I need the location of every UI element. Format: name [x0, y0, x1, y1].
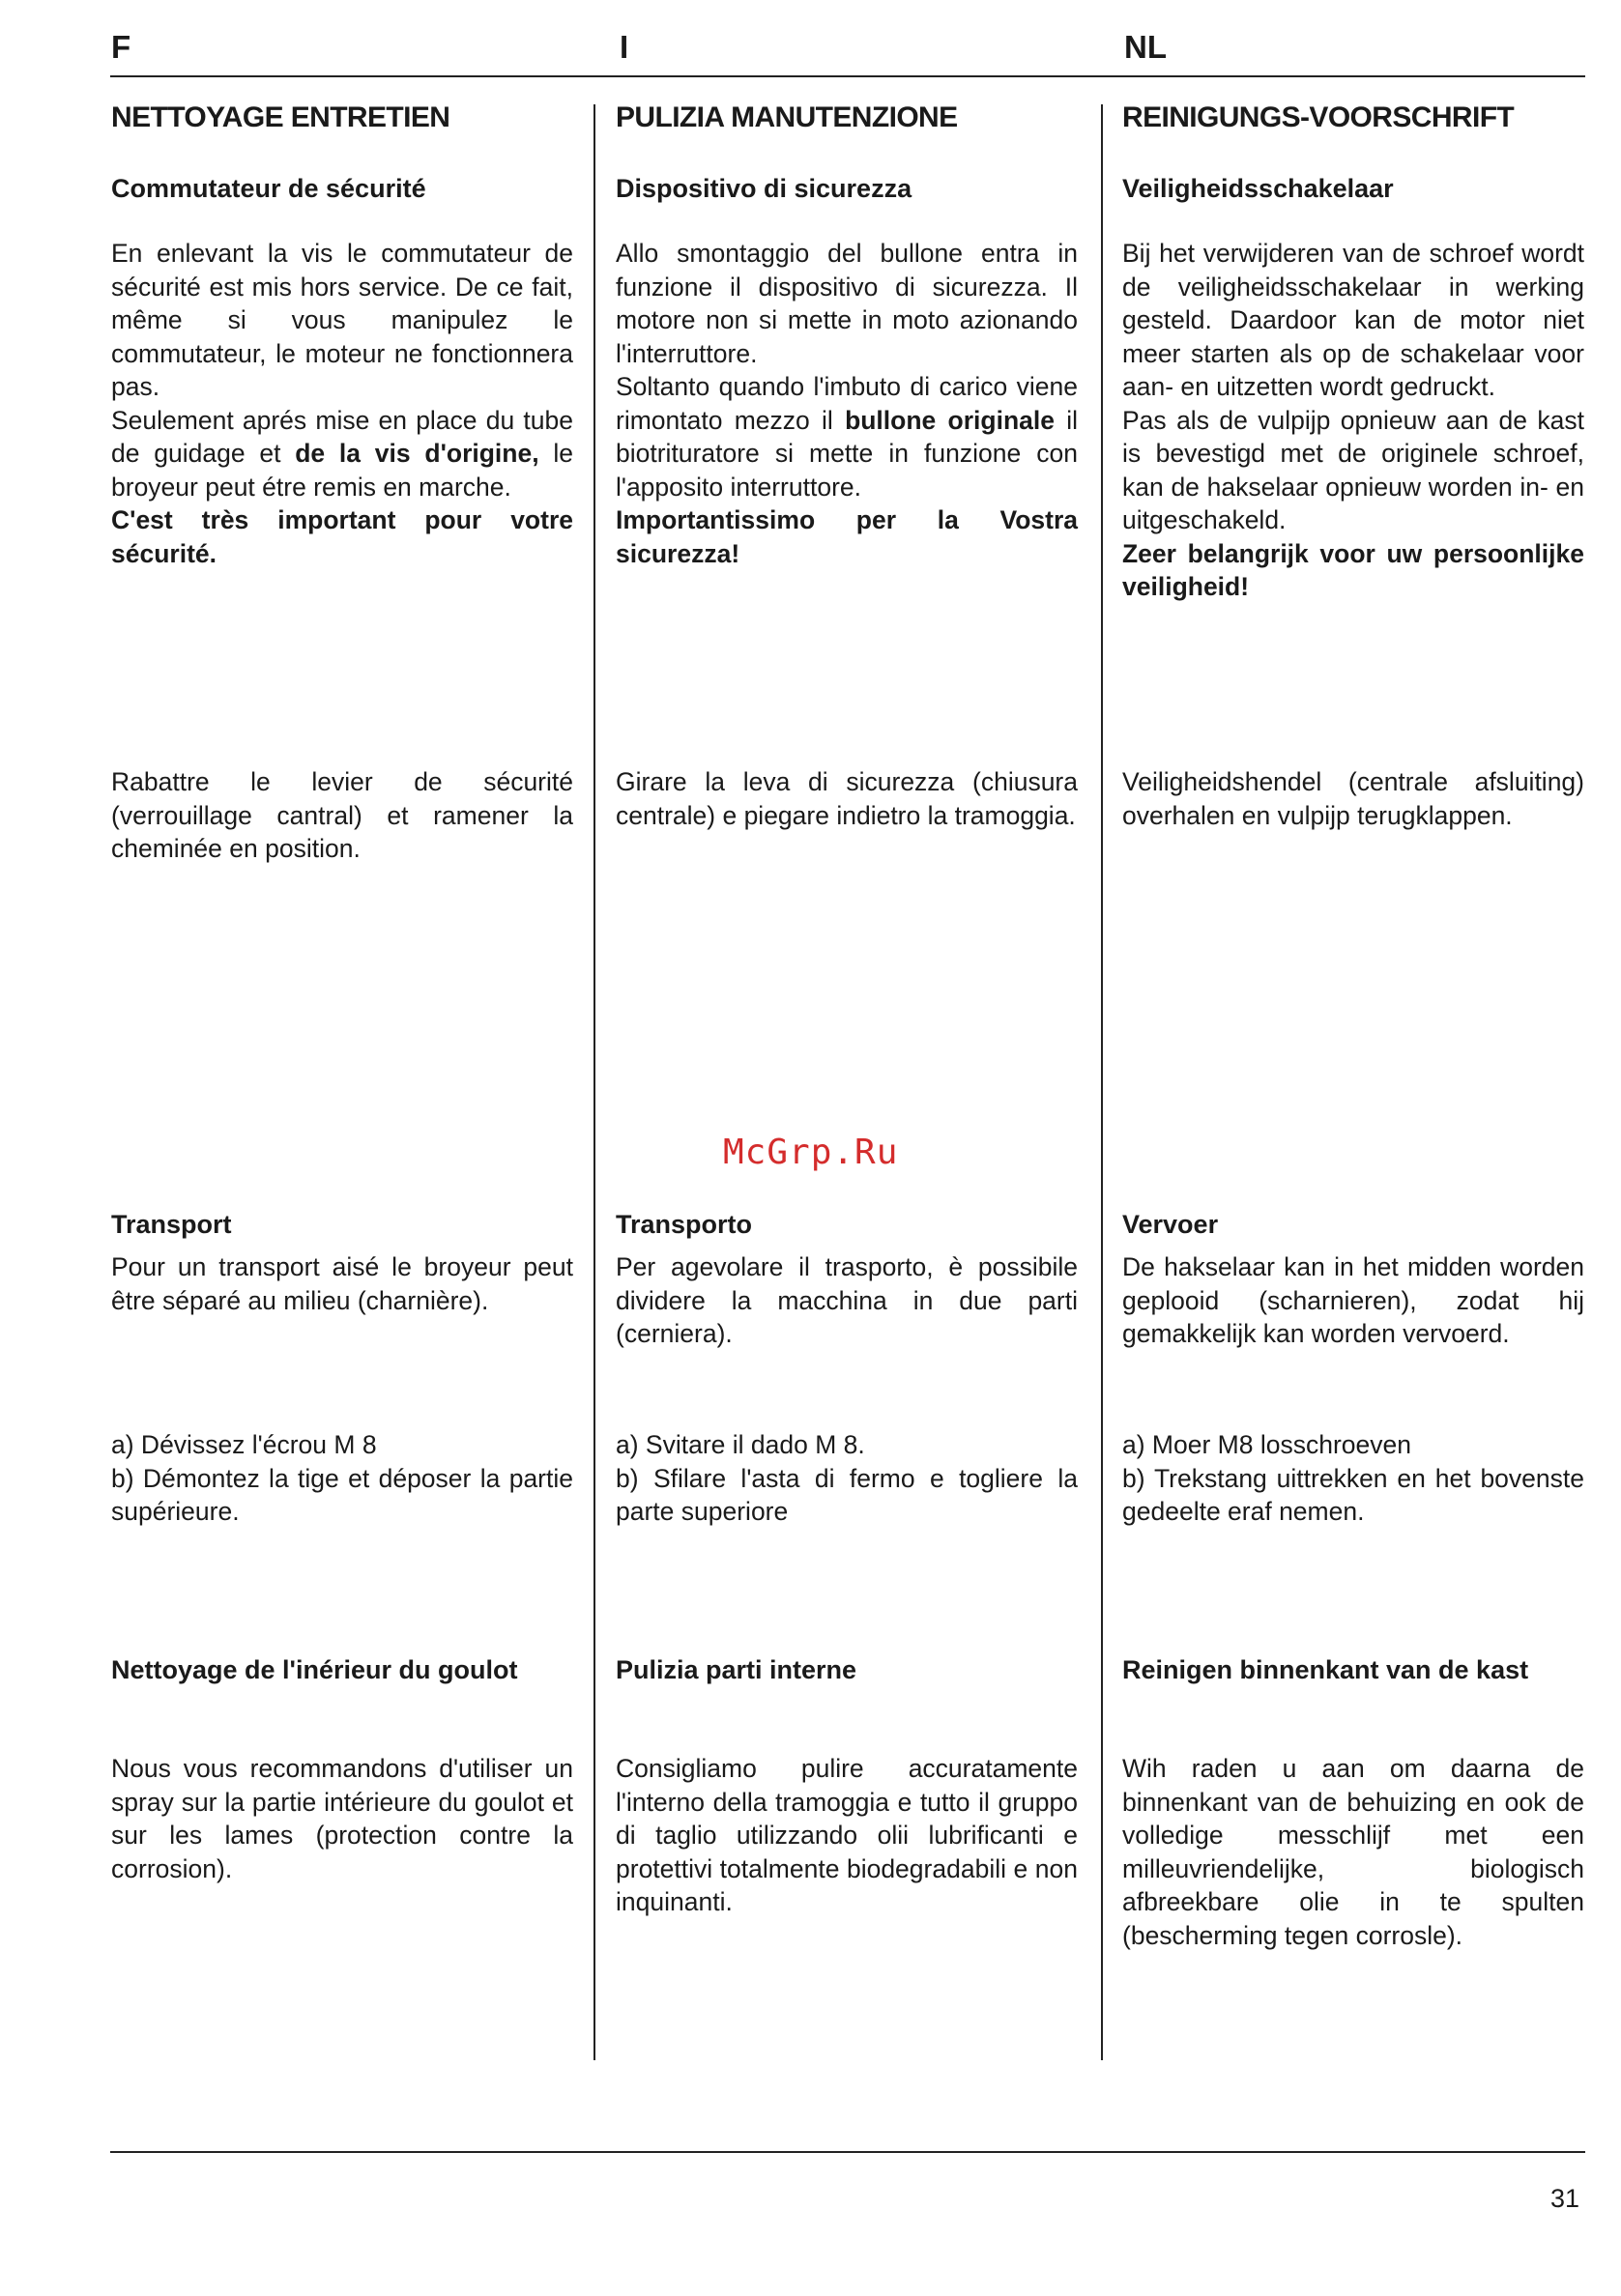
safety-text-restart: Pas als de vulpijp opnieuw aan de kast is bevestigd met de originele schroef, kan de hakselaar opnieuw worden in- en uitgeschakeld. [1122, 405, 1584, 534]
page-number: 31 [1550, 2184, 1580, 2213]
safety-important: Importantissimo per la Vostra sicurezza! [616, 505, 1078, 568]
lever-paragraph: Veiligheidshendel (centrale afsluiting) overhalen en vulpijp terugklappen. [1122, 767, 1584, 830]
section-title: PULIZIA MANUTENZIONE [616, 101, 958, 133]
cleaning-paragraph: Nous vous recommandons d'utiliser un spray sur la partie intérieure du goulot et sur les lames (protection contre la corrosion). [111, 1754, 573, 1883]
safety-important: Zeer belangrijk voor uw persoonlijke veiligheid! [1122, 538, 1584, 601]
cleaning-heading: Pulizia parti interne [616, 1655, 857, 1684]
header-rule [110, 75, 1585, 77]
transport-paragraph: Pour un transport aisé le broyeur peut être séparé au milieu (charnière). [111, 1252, 573, 1315]
transport-heading: Transport [111, 1210, 232, 1239]
language-label-fr: F [111, 29, 131, 65]
column-divider [1101, 104, 1103, 2060]
safety-paragraph [616, 237, 1078, 570]
safety-important: C'est très important pour votre sécurité. [111, 505, 573, 568]
step-b: b) Trekstang uittrekken en het bovenste gedeelte eraf nemen. [1122, 1463, 1584, 1526]
transport-steps [1122, 1428, 1584, 1529]
lever-paragraph: Rabattre le levier de sécurité (verrouillage cantral) et ramener la cheminée en position. [111, 767, 573, 863]
section-title: REINIGUNGS-VOORSCHRIFT [1122, 101, 1515, 133]
watermark: McGrp.Ru [723, 1133, 899, 1172]
step-a: a) Svitare il dado M 8. [616, 1430, 865, 1459]
safety-text: Allo smontaggio del bullone entra in funzione il dispositivo di sicurezza. Il motore non si mette in moto azionando l'interruttore. [616, 239, 1078, 368]
safety-heading: Commutateur de sécurité [111, 174, 426, 203]
cleaning-heading: Nettoyage de l'inérieur du goulot [111, 1655, 518, 1684]
cleaning-heading: Reinigen binnenkant van de kast [1122, 1655, 1529, 1684]
step-b: b) Sfilare l'asta di fermo e togliere la parte superiore [616, 1463, 1078, 1526]
safety-text: Bij het verwijderen van de schroef wordt de veiligheidsschakelaar in werking gesteld. Daardoor kan de motor niet meer starten als op de schakelaar voor aan- en uitzetten wordt gedruckt. [1122, 239, 1584, 401]
step-a: a) Moer M8 losschroeven [1122, 1430, 1411, 1459]
step-b: b) Démontez la tige et déposer la partie supérieure. [111, 1463, 573, 1526]
cleaning-paragraph: Wih raden u aan om daarna de binnenkant van de behuizing en ook de volledige messchlijf met een milleuvriendelijke, biologisch afbreekbare olie in te spulten (bescherming tegen corrosle). [1122, 1754, 1584, 1950]
language-label-nl: NL [1124, 29, 1167, 65]
lever-paragraph: Girare la leva di sicurezza (chiusura centrale) e piegare indietro la tramoggia. [616, 767, 1078, 830]
safety-paragraph [1122, 237, 1584, 604]
language-label-it: I [620, 29, 629, 65]
transport-paragraph: Per agevolare il trasporto, è possibile dividere la macchina in due parti (cerniera). [616, 1252, 1078, 1348]
transport-paragraph: De hakselaar kan in het midden worden geplooid (scharnieren), zodat hij gemakkelijk kan worden vervoerd. [1122, 1252, 1584, 1348]
safety-paragraph [111, 237, 573, 570]
transport-steps [616, 1428, 1078, 1529]
transport-heading: Vervoer [1122, 1210, 1219, 1239]
safety-text-restart: Soltanto quando l'imbuto di carico viene rimontato mezzo il bullone originale il biotrituratore si mette in funzione con l'apposito interruttore. [616, 372, 1078, 502]
safety-heading: Veiligheidsschakelaar [1122, 174, 1394, 203]
safety-heading: Dispositivo di sicurezza [616, 174, 912, 203]
cleaning-paragraph: Consigliamo pulire accuratamente l'interno della tramoggia e tutto il gruppo di taglio utilizzando olii lubrificanti e protettivi totalmente biodegradabili e non inquinanti. [616, 1754, 1078, 1916]
step-a: a) Dévissez l'écrou M 8 [111, 1430, 377, 1459]
footer-rule [110, 2151, 1585, 2153]
column-divider [593, 104, 595, 2060]
safety-text-restart: Seulement aprés mise en place du tube de guidage et de la vis d'origine, le broyeur peut étre remis en marche. [111, 405, 573, 502]
safety-text: En enlevant la vis le commutateur de sécurité est mis hors service. De ce fait, même si vous manipulez le commutateur, le moteur ne fonctionnera pas. [111, 239, 573, 401]
transport-heading: Transporto [616, 1210, 753, 1239]
transport-steps [111, 1428, 573, 1529]
section-title: NETTOYAGE ENTRETIEN [111, 101, 450, 133]
